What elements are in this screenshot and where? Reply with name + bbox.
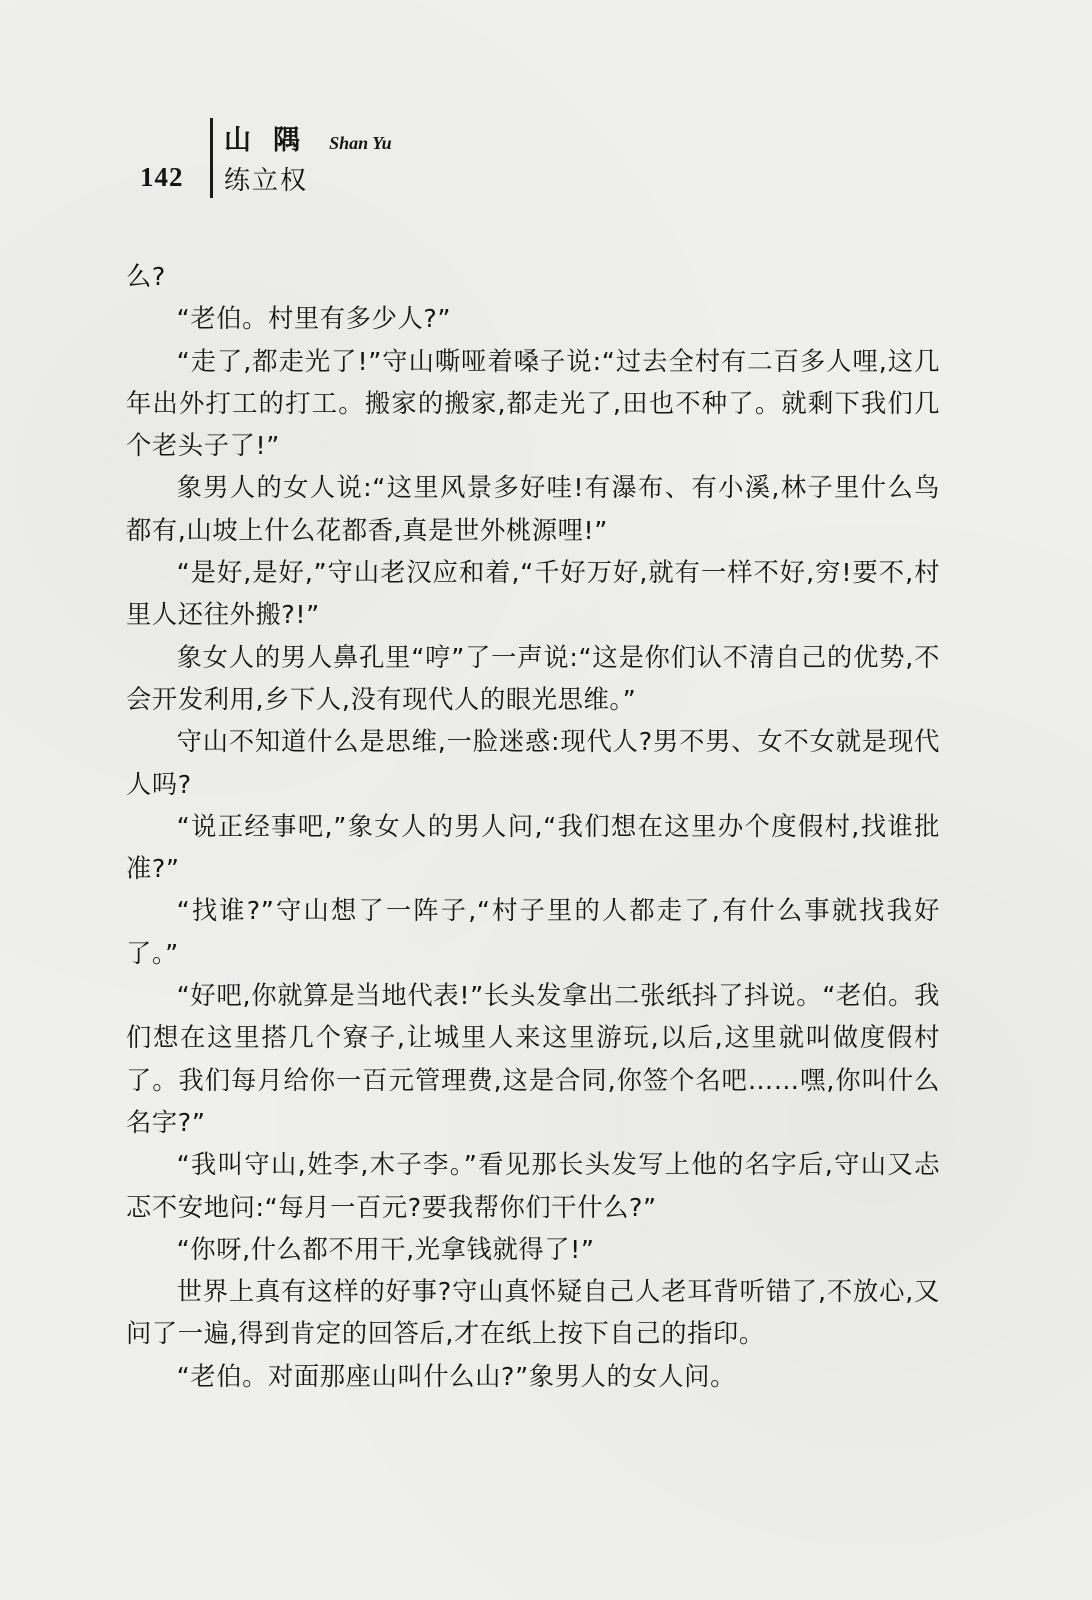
header-divider bbox=[210, 118, 213, 198]
paragraph: “你呀,什么都不用干,光拿钱就得了!” bbox=[176, 1234, 595, 1264]
paragraph: 世界上真有这样的好事?守山真怀疑自己人老耳背听错了,不放心,又问了一遍,得到肯定的回答后,才在纸上按下自己的指印。 bbox=[126, 1277, 940, 1349]
paragraph: “好吧,你就算是当地代表!”长头发拿出二张纸抖了抖说。“老伯。我们想在这里搭几个寮子,让城里人来这里游玩,以后,这里就叫做度假村了。我们每月给你一百元管理费,这是合同,你签个名吧……嘿,你叫什么名字?” bbox=[126, 981, 940, 1137]
paragraph: “老伯。对面那座山叫什么山?”象男人的女人问。 bbox=[176, 1361, 736, 1391]
paragraph: “是好,是好,”守山老汉应和着,“千好万好,就有一样不好,穷!要不,村里人还往外搬?!” bbox=[126, 558, 940, 630]
body-text bbox=[126, 256, 940, 1398]
paragraph: “我叫守山,姓李,木子李。”看见那长头发写上他的名字后,守山又忐忑不安地问:“每月一百元?要我帮你们干什么?” bbox=[126, 1150, 940, 1222]
title-pinyin: Shan Yu bbox=[329, 133, 392, 153]
paragraph: “说正经事吧,”象女人的男人问,“我们想在这里办个度假村,找谁批准?” bbox=[126, 811, 940, 884]
author-name: 练立权 bbox=[224, 166, 309, 196]
paragraph: “老伯。村里有多少人?” bbox=[176, 304, 452, 334]
title-chinese: 山隅 bbox=[224, 125, 322, 156]
paragraph: 象男人的女人说:“这里风景多好哇!有瀑布、有小溪,林子里什么鸟都有,山坡上什么花都香,真是世外桃源哩!” bbox=[126, 473, 940, 545]
paragraph: 么? bbox=[126, 262, 166, 291]
paragraph: 守山不知道什么是思维,一脸迷惑:现代人?男不男、女不女就是现代人吗? bbox=[126, 727, 940, 799]
page-number: 142 bbox=[140, 162, 184, 192]
page-header bbox=[128, 110, 628, 200]
running-title bbox=[224, 118, 392, 157]
paragraph: 象女人的男人鼻孔里“哼”了一声说:“这是你们认不清自己的优势,不会开发利用,乡下人,没有现代人的眼光思维。” bbox=[126, 642, 940, 714]
paragraph: “找谁?”守山想了一阵子,“村子里的人都走了,有什么事就找我好了。” bbox=[126, 896, 940, 968]
paragraph: “走了,都走光了!”守山嘶哑着嗓子说:“过去全村有二百多人哩,这几年出外打工的打工。搬家的搬家,都走光了,田也不种了。就剩下我们几个老头子了!” bbox=[126, 346, 940, 461]
